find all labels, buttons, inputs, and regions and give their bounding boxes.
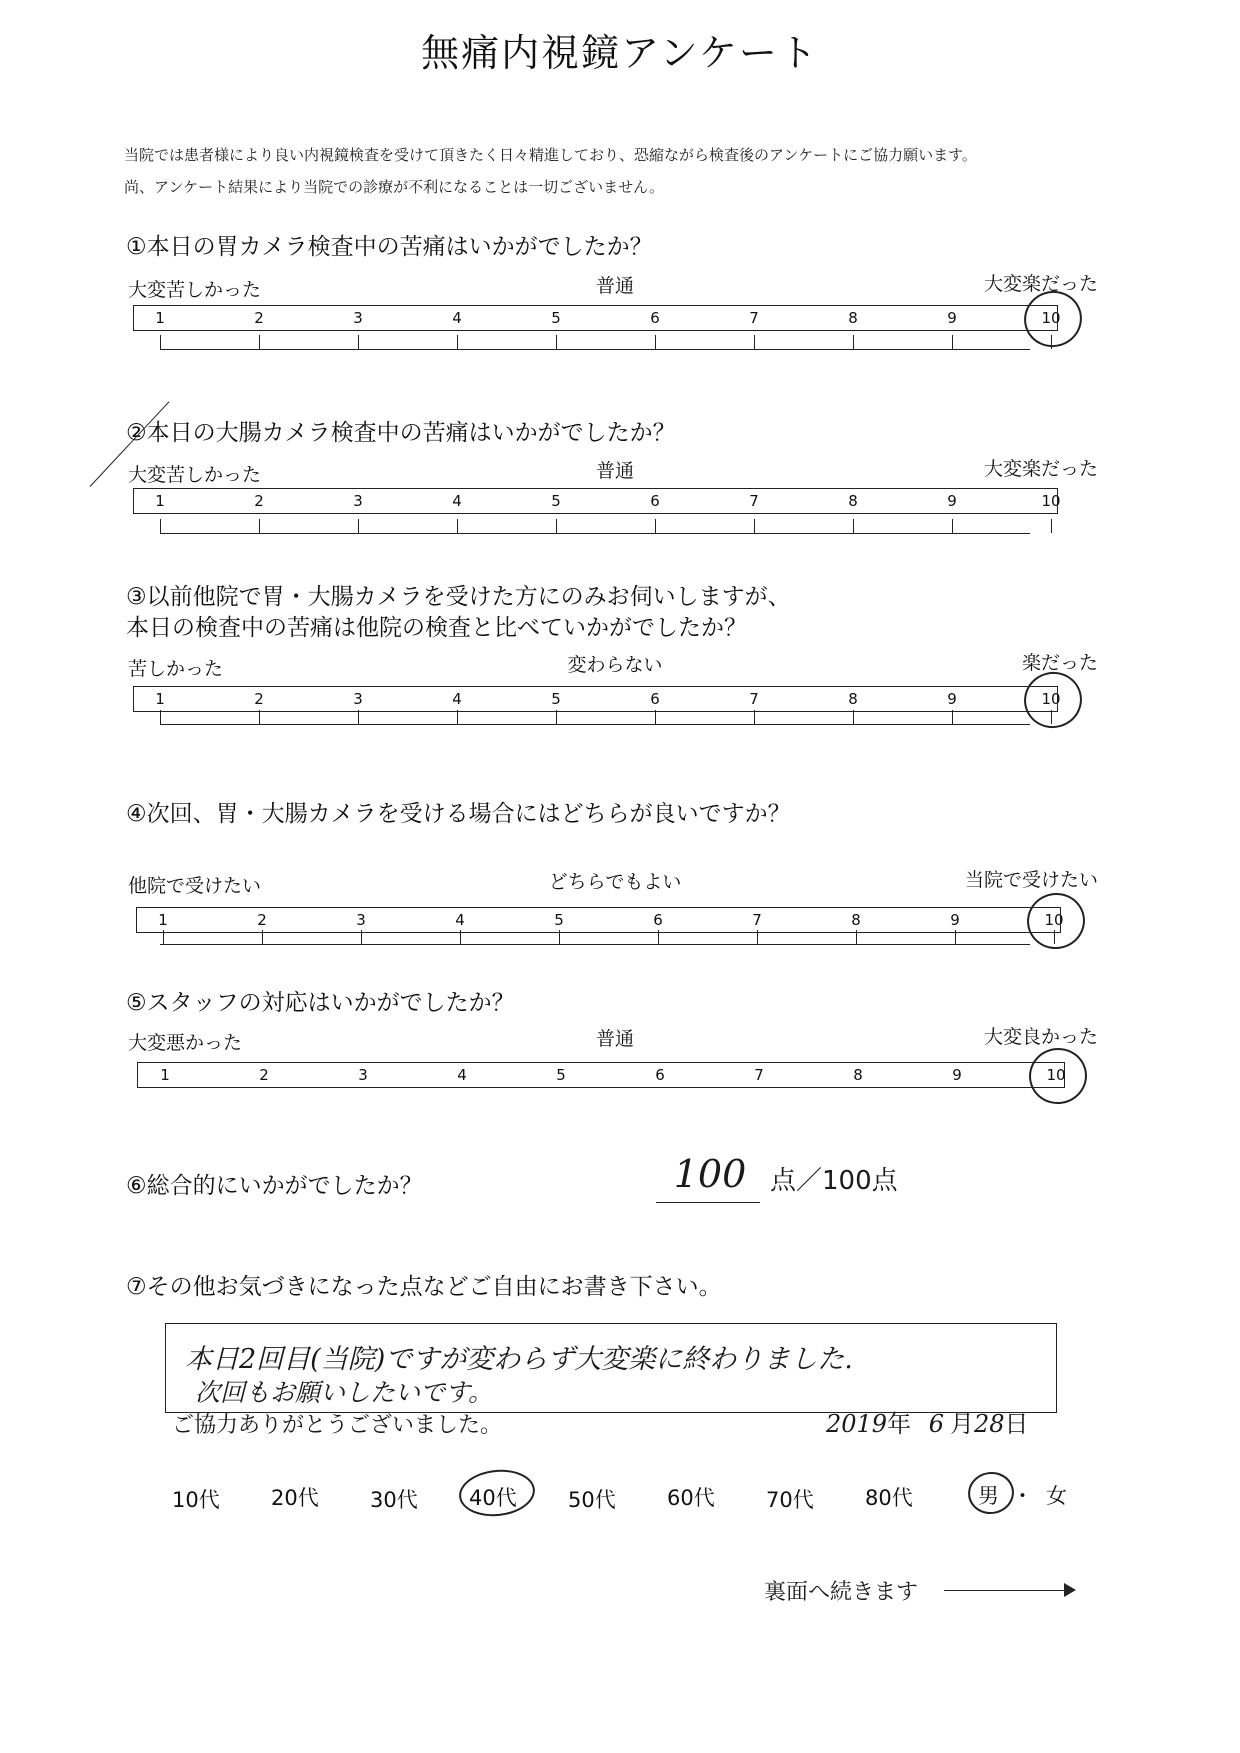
q4-scale-line — [160, 944, 1030, 945]
age-option-20代[interactable]: 20代 — [271, 1486, 319, 1510]
q1-scale-tick — [556, 335, 557, 349]
q1-scale-option-2[interactable]: 2 — [254, 309, 264, 327]
q1-scale-tick — [160, 335, 161, 349]
date-day: 28 — [974, 1410, 1005, 1438]
q3-scale-option-7[interactable]: 7 — [749, 690, 759, 708]
q1-scale-option-6[interactable]: 6 — [650, 309, 660, 327]
q1-scale-line — [160, 349, 1030, 350]
q3-scale-tick — [754, 710, 755, 724]
q6-answer-underline — [656, 1202, 760, 1203]
q2-mid-label: 普通 — [595, 460, 634, 482]
arrow-right-icon — [1064, 1583, 1076, 1597]
age-option-80代[interactable]: 80代 — [865, 1486, 913, 1510]
q5-scale-option-4[interactable]: 4 — [457, 1066, 467, 1084]
q4-scale-option-8[interactable]: 8 — [851, 911, 861, 929]
age-option-10代[interactable]: 10代 — [172, 1488, 220, 1512]
q2-scale-option-2[interactable]: 2 — [254, 492, 264, 510]
q4-scale-option-3[interactable]: 3 — [356, 911, 366, 929]
q4-scale-option-4[interactable]: 4 — [455, 911, 465, 929]
q3-scale-line — [160, 724, 1030, 725]
q3-scale-tick — [556, 710, 557, 724]
q7-question: ⑦その他お気づきになった点などご自由にお書き下さい。 — [126, 1274, 722, 1300]
q2-scale-option-1[interactable]: 1 — [155, 492, 165, 510]
q4-scale-tick — [658, 930, 659, 944]
q2-scale-tick — [358, 519, 359, 533]
q3-mid-label: 変わらない — [567, 654, 663, 676]
q4-question: ④次回、胃・大腸カメラを受ける場合にはどちらが良いですか？ — [126, 801, 791, 827]
q5-scale-option-6[interactable]: 6 — [655, 1066, 665, 1084]
q5-scale-option-9[interactable]: 9 — [952, 1066, 962, 1084]
q3-scale-tick — [259, 710, 260, 724]
q2-scale-option-6[interactable]: 6 — [650, 492, 660, 510]
q2-left-label: 大変苦しかった — [128, 464, 262, 486]
gender-male[interactable]: 男 — [978, 1484, 999, 1508]
q6-suffix: 点／100点 — [770, 1166, 898, 1196]
q1-scale-option-9[interactable]: 9 — [947, 309, 957, 327]
q1-scale-tick — [952, 335, 953, 349]
q1-scale-tick — [655, 335, 656, 349]
q1-scale-option-7[interactable]: 7 — [749, 309, 759, 327]
q5-scale-option-5[interactable]: 5 — [556, 1066, 566, 1084]
q4-scale-option-1[interactable]: 1 — [158, 911, 168, 929]
q4-scale-tick — [856, 930, 857, 944]
q2-scale-option-7[interactable]: 7 — [749, 492, 759, 510]
q3-scale-option-2[interactable]: 2 — [254, 690, 264, 708]
q4-scale-tick — [361, 930, 362, 944]
q6-answer[interactable]: 100 — [673, 1152, 747, 1196]
q1-scale-tick — [853, 335, 854, 349]
q3-question-line-1: ③以前他院で胃・大腸カメラを受けた方にのみお伺いしますが、 — [126, 584, 791, 610]
intro-line-1: 当院では患者様により良い内視鏡検査を受けて頂きたく日々精進しており、恐縮ながら検査後のアンケートにご協力願います。 — [124, 146, 977, 164]
age-option-40代[interactable]: 40代 — [469, 1486, 517, 1510]
q2-scale-tick — [556, 519, 557, 533]
q1-scale-option-1[interactable]: 1 — [155, 309, 165, 327]
page-title: 無痛内視鏡アンケート — [421, 31, 819, 75]
comment-line-2: 次回もお願いしたいです。 — [195, 1378, 494, 1407]
q3-scale-tick — [655, 710, 656, 724]
age-option-30代[interactable]: 30代 — [370, 1488, 418, 1512]
q1-scale-option-3[interactable]: 3 — [353, 309, 363, 327]
q4-left-label: 他院で受けたい — [128, 875, 262, 897]
q3-scale-option-4[interactable]: 4 — [452, 690, 462, 708]
q2-scale-tick — [160, 519, 161, 533]
q3-scale-tick — [457, 710, 458, 724]
q5-scale-option-7[interactable]: 7 — [754, 1066, 764, 1084]
q1-scale-option-10[interactable]: 10 — [1041, 309, 1061, 327]
q2-scale-option-9[interactable]: 9 — [947, 492, 957, 510]
q1-scale-tick — [358, 335, 359, 349]
q1-scale-option-5[interactable]: 5 — [551, 309, 561, 327]
q4-scale-option-6[interactable]: 6 — [653, 911, 663, 929]
q4-scale-tick — [163, 930, 164, 944]
q4-scale-tick — [559, 930, 560, 944]
q3-left-label: 苦しかった — [128, 658, 224, 680]
q5-scale-option-3[interactable]: 3 — [358, 1066, 368, 1084]
q3-scale-tick — [952, 710, 953, 724]
q3-scale-option-10[interactable]: 10 — [1041, 690, 1061, 708]
q3-right-label: 楽だった — [1021, 652, 1098, 674]
q2-scale-tick — [655, 519, 656, 533]
q5-left-label: 大変悪かった — [128, 1032, 243, 1054]
q3-scale-option-5[interactable]: 5 — [551, 690, 561, 708]
q3-question-line-2: 本日の検査中の苦痛は他院の検査と比べていかがでしたか？ — [126, 615, 747, 641]
gender-selected-circle — [965, 1469, 1016, 1517]
q3-scale-option-3[interactable]: 3 — [353, 690, 363, 708]
q1-scale-tick — [259, 335, 260, 349]
q1-scale-option-8[interactable]: 8 — [848, 309, 858, 327]
date-month: 6 — [928, 1410, 944, 1438]
q1-left-label: 大変苦しかった — [128, 279, 262, 301]
q2-scale-tick — [754, 519, 755, 533]
date-year-unit: 年 — [887, 1410, 912, 1438]
q4-scale-option-5[interactable]: 5 — [554, 911, 564, 929]
q2-scale-tick — [853, 519, 854, 533]
age-option-70代[interactable]: 70代 — [766, 1488, 814, 1512]
q5-selected-circle — [1025, 1044, 1090, 1108]
q2-scale-option-3[interactable]: 3 — [353, 492, 363, 510]
q6-question: ⑥総合的にいかがでしたか？ — [126, 1173, 423, 1199]
q4-scale-option-2[interactable]: 2 — [257, 911, 267, 929]
q2-question: ②本日の大腸カメラ検査中の苦痛はいかがでしたか？ — [126, 420, 676, 446]
q2-scale-option-8[interactable]: 8 — [848, 492, 858, 510]
q2-scale-tick — [457, 519, 458, 533]
q3-scale-option-9[interactable]: 9 — [947, 690, 957, 708]
date-year: 2019 — [826, 1410, 888, 1438]
q4-scale-tick — [460, 930, 461, 944]
continue-arrow-line — [944, 1590, 1070, 1591]
q3-scale-option-1[interactable]: 1 — [155, 690, 165, 708]
intro-line-2: 尚、アンケート結果により当院での診療が不利になることは一切ございません。 — [124, 178, 665, 196]
q4-scale-tick — [955, 930, 956, 944]
gender-female[interactable]: 女 — [1046, 1484, 1067, 1508]
q5-scale-option-10[interactable]: 10 — [1046, 1066, 1066, 1084]
q3-scale-option-8[interactable]: 8 — [848, 690, 858, 708]
q1-scale-tick — [457, 335, 458, 349]
age-option-50代[interactable]: 50代 — [568, 1488, 616, 1512]
q3-scale-tick — [160, 710, 161, 724]
q2-scale-option-5[interactable]: 5 — [551, 492, 561, 510]
comment-line-1: 本日2回目(当院)ですが変わらず大変楽に終わりました. — [185, 1344, 853, 1375]
q4-scale-option-10[interactable]: 10 — [1044, 911, 1064, 929]
gender-separator: ・ — [1012, 1484, 1033, 1508]
q4-scale-tick — [262, 930, 263, 944]
continue-text: 裏面へ続きます — [764, 1580, 919, 1605]
q1-scale-tick — [754, 335, 755, 349]
date-day-unit: 日 — [1004, 1410, 1029, 1438]
q4-right-label: 当院で受けたい — [964, 869, 1098, 891]
q3-scale-tick — [358, 710, 359, 724]
q4-scale-option-7[interactable]: 7 — [752, 911, 762, 929]
q1-question: ①本日の胃カメラ検査中の苦痛はいかがでしたか？ — [126, 234, 653, 260]
q2-scale-tick — [1051, 519, 1052, 533]
q2-right-label: 大変楽だった — [983, 458, 1098, 480]
q5-question: ⑤スタッフの対応はいかがでしたか？ — [126, 990, 515, 1016]
thanks-text: ご協力ありがとうございました。 — [172, 1413, 503, 1438]
q2-scale-line — [160, 533, 1030, 534]
q4-mid-label: どちらでもよい — [548, 871, 682, 893]
q1-mid-label: 普通 — [595, 275, 634, 297]
q5-mid-label: 普通 — [595, 1028, 634, 1050]
age-option-60代[interactable]: 60代 — [667, 1486, 715, 1510]
q2-scale-option-10[interactable]: 10 — [1041, 492, 1061, 510]
q5-scale-option-1[interactable]: 1 — [160, 1066, 170, 1084]
q3-scale-option-6[interactable]: 6 — [650, 690, 660, 708]
q1-scale-option-4[interactable]: 4 — [452, 309, 462, 327]
q2-scale-tick — [952, 519, 953, 533]
q1-right-label: 大変楽だった — [983, 273, 1098, 295]
q2-scale-option-4[interactable]: 4 — [452, 492, 462, 510]
q4-scale-option-9[interactable]: 9 — [950, 911, 960, 929]
q5-right-label: 大変良かった — [983, 1026, 1098, 1048]
q4-selected-circle — [1022, 888, 1090, 955]
q5-scale-option-2[interactable]: 2 — [259, 1066, 269, 1084]
date-month-unit: 月 — [950, 1410, 974, 1438]
q3-scale-tick — [853, 710, 854, 724]
q2-scale-tick — [259, 519, 260, 533]
q5-scale-option-8[interactable]: 8 — [853, 1066, 863, 1084]
date-field[interactable] — [826, 1404, 1029, 1439]
q4-scale-tick — [757, 930, 758, 944]
